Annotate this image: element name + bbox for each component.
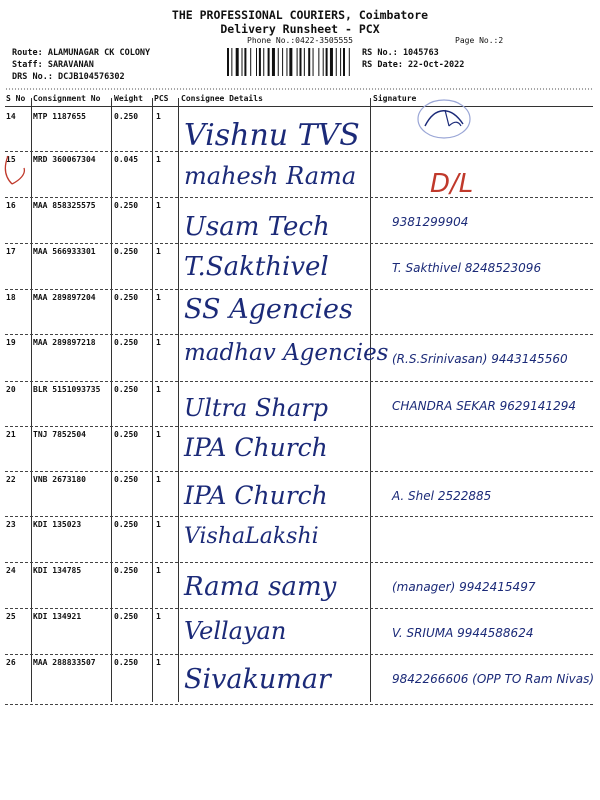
barcode-bar xyxy=(349,48,350,76)
barcode-bar xyxy=(282,48,283,76)
row-divider xyxy=(5,197,593,198)
row-divider xyxy=(5,334,593,335)
row-sno: 14 xyxy=(6,112,16,121)
row-pcs: 1 xyxy=(156,658,161,667)
row-weight: 0.250 xyxy=(114,520,139,529)
row-divider xyxy=(5,289,593,290)
row-sno: 15 xyxy=(6,155,16,164)
row-pcs: 1 xyxy=(156,293,161,302)
row-consignment-no: MAA 289897204 xyxy=(33,293,96,302)
row-divider xyxy=(5,426,593,427)
barcode-bar xyxy=(300,48,302,76)
row-sno: 26 xyxy=(6,658,16,667)
row-pcs: 1 xyxy=(156,201,161,210)
row-signature-note: A. Shel 2522885 xyxy=(392,489,492,503)
row-sno: 21 xyxy=(6,430,16,439)
row-divider xyxy=(5,243,593,244)
row-sno: 22 xyxy=(6,475,16,484)
barcode-bar xyxy=(227,48,229,76)
row-consignee-handwritten: madhav Agencies xyxy=(184,340,389,366)
row-pcs: 1 xyxy=(156,247,161,256)
staff-label: Staff: SARAVANAN xyxy=(12,60,94,70)
row-signature-note: 9381299904 xyxy=(392,215,469,229)
row-signature-note: (R.S.Srinivasan) 9443145560 xyxy=(392,352,568,366)
row-pcs: 1 xyxy=(156,612,161,621)
row-divider xyxy=(5,704,593,705)
barcode-bar xyxy=(268,48,270,76)
col-divider xyxy=(111,98,112,702)
row-consignment-no: VNB 2673180 xyxy=(33,475,86,484)
row-weight: 0.250 xyxy=(114,430,139,439)
col-signature: Signature xyxy=(373,94,417,103)
row-pcs: 1 xyxy=(156,566,161,575)
row-divider xyxy=(5,654,593,655)
col-divider xyxy=(370,98,371,702)
row-consignee-handwritten: Vishnu TVS xyxy=(184,118,360,153)
barcode-bar xyxy=(250,48,251,76)
barcode-bar xyxy=(343,48,345,76)
stamp-icon xyxy=(415,96,473,142)
row-pcs: 1 xyxy=(156,385,161,394)
row-weight: 0.045 xyxy=(114,155,139,164)
col-divider xyxy=(152,98,153,702)
barcode-bar xyxy=(256,48,257,76)
barcode-bar xyxy=(326,48,328,76)
barcode-bar xyxy=(259,48,261,76)
barcode-bar xyxy=(272,48,275,76)
barcode-bar xyxy=(286,48,287,76)
row-consignee-handwritten: Sivakumar xyxy=(184,664,331,695)
barcode-bar xyxy=(336,48,337,76)
row-weight: 0.250 xyxy=(114,475,139,484)
col-consignment: Consignment No xyxy=(33,94,101,103)
barcode-bar xyxy=(313,48,314,76)
row-pcs: 1 xyxy=(156,430,161,439)
rs-date: RS Date: 22-Oct-2022 xyxy=(362,60,465,70)
row-divider xyxy=(5,516,593,517)
row-consignee-handwritten: VishaLakshi xyxy=(184,524,319,549)
col-sno: S No xyxy=(6,94,26,103)
barcode-bar xyxy=(263,48,264,76)
row-signature-note: CHANDRA SEKAR 9629141294 xyxy=(392,399,576,413)
page-number: Page No.:2 xyxy=(455,36,504,45)
col-divider xyxy=(178,98,179,702)
row-sno: 17 xyxy=(6,247,16,256)
row-pcs: 1 xyxy=(156,112,161,121)
row-weight: 0.250 xyxy=(114,658,139,667)
row-consignee-handwritten: IPA Church xyxy=(184,433,328,462)
row-signature-note: T. Sakthivel 8248523096 xyxy=(392,261,542,275)
col-consignee: Consignee Details xyxy=(181,94,263,103)
row-consignment-no: MTP 1187655 xyxy=(33,112,86,121)
barcode-bar xyxy=(308,48,310,76)
row-weight: 0.250 xyxy=(114,201,139,210)
row-consignment-no: KDI 135023 xyxy=(33,520,82,529)
table-header-line xyxy=(5,106,593,107)
row-weight: 0.250 xyxy=(114,247,139,256)
barcode-bar xyxy=(297,48,298,76)
row-consignment-no: BLR 5151093735 xyxy=(33,385,101,394)
row-consignment-no: KDI 134921 xyxy=(33,612,82,621)
row-divider xyxy=(5,471,593,472)
barcode-bar xyxy=(242,48,243,76)
row-consignee-handwritten: IPA Church xyxy=(184,481,328,510)
col-pcs: PCS xyxy=(154,94,169,103)
row-weight: 0.250 xyxy=(114,566,139,575)
row-sno: 16 xyxy=(6,201,16,210)
row-sno: 19 xyxy=(6,338,16,347)
row-consignment-no: MAA 858325575 xyxy=(33,201,96,210)
col-weight: Weight xyxy=(114,94,143,103)
row-consignee-handwritten: SS Agencies xyxy=(184,294,353,325)
row-consignment-no: MAA 288833507 xyxy=(33,658,96,667)
barcode-bar xyxy=(244,48,246,76)
row-consignment-no: MRD 360067304 xyxy=(33,155,96,164)
row-sno: 24 xyxy=(6,566,16,575)
barcode-bar xyxy=(318,48,319,76)
barcode-bar xyxy=(231,48,232,76)
route-label: Route: ALAMUNAGAR CK COLONY xyxy=(12,48,151,58)
row-sno: 23 xyxy=(6,520,16,529)
row-pcs: 1 xyxy=(156,338,161,347)
row-consignee-handwritten: Ultra Sharp xyxy=(184,394,328,422)
barcode-bar xyxy=(323,48,324,76)
row-consignment-no: MAA 289897218 xyxy=(33,338,96,347)
row-consignment-no: TNJ 7852504 xyxy=(33,430,86,439)
drs-number: DRS No.: DCJB104576302 xyxy=(12,72,125,82)
row-weight: 0.250 xyxy=(114,112,139,121)
row-weight: 0.250 xyxy=(114,338,139,347)
barcode-bar xyxy=(340,48,341,76)
row-sno: 20 xyxy=(6,385,16,394)
row-divider xyxy=(5,608,593,609)
row-divider xyxy=(5,151,593,152)
barcode-bar xyxy=(289,48,292,76)
barcode-bar xyxy=(330,48,333,76)
row-pcs: 1 xyxy=(156,475,161,484)
header-divider xyxy=(5,88,593,90)
row-sno: 25 xyxy=(6,612,16,621)
page-title: THE PROFESSIONAL COURIERS, Coimbatore xyxy=(171,8,429,22)
row-consignment-no: KDI 134785 xyxy=(33,566,82,575)
row-signature-note: (manager) 9942415497 xyxy=(392,580,536,594)
row-weight: 0.250 xyxy=(114,293,139,302)
row-signature-note: D/L xyxy=(430,169,474,199)
row-consignee-handwritten: mahesh Rama xyxy=(184,162,357,190)
barcode-bar xyxy=(304,48,305,76)
row-sno: 18 xyxy=(6,293,16,302)
row-signature-note: V. SRIUMA 9944588624 xyxy=(392,626,534,640)
row-weight: 0.250 xyxy=(114,385,139,394)
row-consignee-handwritten: Usam Tech xyxy=(184,212,330,242)
phone-number: Phone No.:0422-3505555 xyxy=(247,36,353,45)
row-signature-note: 9842266606 (OPP TO Ram Nivas) xyxy=(392,672,595,686)
row-consignee-handwritten: Rama samy xyxy=(184,572,337,602)
runsheet-subtitle: Delivery Runsheet - PCX xyxy=(220,22,380,36)
row-consignment-no: MAA 566933301 xyxy=(33,247,96,256)
row-consignee-handwritten: T.Sakthivel xyxy=(184,252,329,282)
barcode-bar xyxy=(278,48,279,76)
pen-mark-icon xyxy=(2,150,36,190)
row-pcs: 1 xyxy=(156,155,161,164)
row-weight: 0.250 xyxy=(114,612,139,621)
barcode-bar xyxy=(236,48,239,76)
barcode-icon xyxy=(227,48,353,76)
row-divider xyxy=(5,381,593,382)
row-consignee-handwritten: Vellayan xyxy=(184,617,287,645)
row-pcs: 1 xyxy=(156,520,161,529)
row-divider xyxy=(5,562,593,563)
rs-number: RS No.: 1045763 xyxy=(362,48,439,58)
